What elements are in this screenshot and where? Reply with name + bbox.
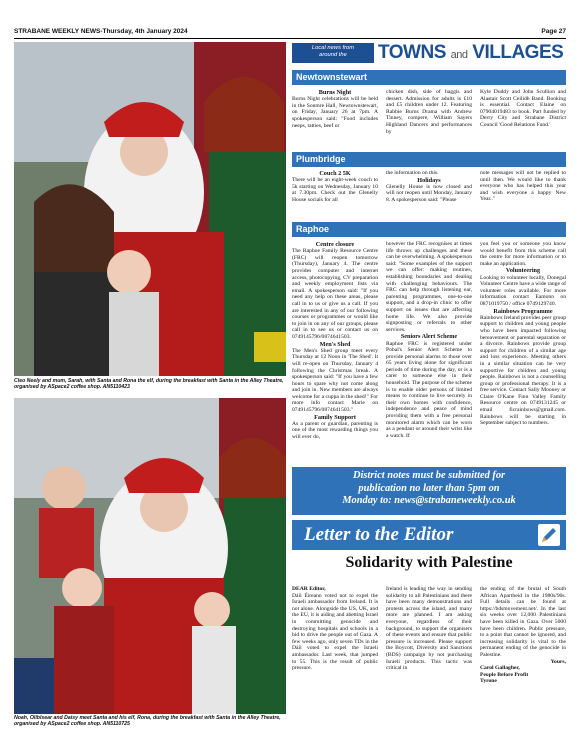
rainbows-heading: Rainbows Programme — [493, 307, 553, 315]
plumbridge-col3 — [480, 170, 566, 220]
seniors-alert-text: Raphoe FRC is registered under Pobal's Senior Alert Scheme to provide personal alarms to those over 65 years living alone for significant periods of time during the day, or is a carer to someone else in their household. The purpose of the scheme is to enable older persons of limited means to continue to live securely in their own homes with confidence, independence and peace of mind providing them with a free personal monitored alarm which can be worn as a pendant or around their wrist like a watch. If — [386, 340, 472, 439]
banner-tagline-2: around the — [319, 52, 347, 58]
banner-tagline — [292, 43, 374, 63]
mens-shed-text: The Men's Shed group meet every Thursday at 12 Noon in 'The Shed'. It will re-open on Thursday, January 4 following the Christmas break. A spokesperson said: "If you have a few hours to spare why not come along and join in. New members are always welcome for a cuppa in the shed!" For more info contact Marie on 0749145796/0874641503." — [292, 347, 378, 414]
banner-tagline-1: Local news from — [311, 45, 355, 51]
header-rule — [14, 38, 566, 39]
submission-notice — [292, 467, 566, 515]
plumbridge-text-3: note messages will not be replied to until then. We would like to thank everyone who has helped this year and wish everyone a happy New Year.." — [480, 170, 566, 203]
mens-shed-heading: Men's Shed — [319, 340, 351, 348]
centre-closure-heading: Centre closure — [315, 241, 355, 248]
couch-2-5k-heading: Couch 2 5K — [319, 170, 351, 177]
letter-salutation: DEAR Editor, — [292, 586, 326, 592]
family-support-text: As a parent or guardian, parenting is one of the most rewarding things you will ever do, — [292, 420, 378, 441]
letter-sign-org: People Before Profit — [480, 671, 529, 678]
holidays-heading: Holidays — [417, 176, 441, 184]
notice-line-3: Monday to: news@strabaneweekly.co.uk — [342, 495, 516, 506]
family-support-heading: Family Support — [314, 413, 356, 421]
notice-line-2: publication no later than 5pm on — [358, 482, 500, 494]
letter-sign-name: Carol Gallagher, — [480, 665, 520, 672]
letter-text-2: Ireland is leading the way in sending solidarity to all Palestinians and there have been many demonstrations and protests across the island, and many more are planned. I am asking everyone, regardless of their background, to support the organisers of these events and ensure that public pressure is increased. Please support the Boycott, Diversity and Sanctions (BDS) campaign by not purchasing Israeli products. This tactic was critical in — [386, 586, 472, 672]
pen-icon — [538, 524, 560, 546]
banner-title-villages: VILLAGES — [472, 42, 564, 63]
photo-caption-top: Cleo Neely and mum, Sarah, with Santa and Rona the elf, during the breakfast with Santa in the Alley Theatre, organised by ASpace2 coffee shop. AN5110423 — [14, 378, 284, 391]
family-support-text-cont: however the FRC recognises at times life throws up challenges and these can be overwhelming. A spokesperson said: "Some examples of the support we can offer: making routines, establishing boundaries and dealing with challenging behaviours. The FRC can help through listening ear, parenting programmes, one-to-one support, and a drop-in clinic to offer support on issues that are affecting home life. We also provide signposting or referrals to other services. — [386, 241, 472, 333]
section-header-newtownstewart: Newtownstewart — [292, 70, 566, 85]
newtownstewart-text-3: Kyle Duddy and John Scullion and Alastair Scott Ceilidh Band. Booking is essential. Contact Elaine on 07904019483 to book. Part funded by Derry City and Strabane District Council 'Good Relations Fund.' — [480, 89, 566, 128]
letter-headline: Solidarity with Palestine — [345, 554, 513, 571]
raphoe-col2 — [386, 241, 472, 465]
page-number: Page 27 — [541, 28, 566, 35]
newtownstewart-col1 — [292, 89, 378, 149]
newtownstewart-col2 — [386, 89, 472, 149]
letter-sign-place: Tyrone — [480, 678, 497, 685]
letter-col2 — [386, 586, 472, 732]
notice-line-1: District notes must be submitted for — [352, 470, 506, 481]
seniors-alert-text-cont: you feel you or someone you know would benefit from this scheme call the centre for more information or to make an application. — [480, 241, 566, 267]
banner-title-towns: TOWNS — [378, 42, 446, 63]
letter-col3 — [480, 586, 566, 732]
rainbows-text: Rainbows Ireland provides peer group support to children and young people who have been impacted following bereavement or parental separation or a divorce. Rainbows provide group support for children of a similar age and loss experience. Meeting others in a similar situation can be very supportive for children and young people. Rainbows is not a counselling group or professional therapy. It is a free service. Contact Sally Mooney or Claire O'Kane Finn Valley Family Resource centre on 0749131245 or email ficrainbows@gmail.com. Rainbows will be starting in September subject to numbers. — [480, 314, 566, 427]
santa-photo-bottom — [14, 398, 286, 714]
newtownstewart-text-2: chicken dish, side of haggis and dessert. Admission for adults is £10 and £5 children under 12. Featuring Rabbie Burns Drama with Andrew Tinney, compere, William Sayers Highland Dancers and performances by — [386, 89, 472, 135]
towns-villages-banner — [292, 42, 566, 64]
santa-photo-bottom-image — [14, 398, 286, 714]
raphoe-col3 — [480, 241, 566, 465]
plumbridge-text-2b: Glenelly House is now closed and will not reopen until Monday, January 8. A spokesperson said: "Please — [386, 183, 472, 203]
banner-title-and: and — [450, 49, 468, 61]
photo-caption-bottom: Noah, Oliblsear and Daisy meet Santa and his elf, Rona, during the breakfast with Santa in the Alley Theatre, organised by ASpace2 coffee shop. AN5110725 — [14, 715, 281, 728]
plumbridge-col2 — [386, 170, 472, 220]
publication-line: STRABANE WEEKLY NEWS-Thursday, 4th January 2024 — [14, 28, 188, 35]
letter-col1 — [292, 586, 378, 732]
banner-title — [378, 42, 563, 64]
plumbridge-text-1: There will be an eight-week couch to 5k starting on Wednesday, January 10 at 7.30pm. Check out the Glenelly House socials for all — [292, 177, 378, 203]
raphoe-col1 — [292, 241, 378, 465]
newtownstewart-text-1: Burns Night celebrations will be held in the Sonmre Hall, Newtownstewart, on Friday, January 26 at 7pm. A spokesperson said: "Food includes neeps, tatties, beef or — [292, 96, 378, 129]
section-header-plumbridge: Plumbridge — [292, 152, 566, 167]
letter-bar-title: Letter to the Editor — [304, 524, 454, 545]
seniors-alert-heading: Seniors Alert Scheme — [400, 333, 458, 341]
burns-night-heading: Burns Night — [318, 89, 352, 96]
centre-closure-text: The Raphoe Family Resource Centre (FRC) will reopen tomorrow (Thursday), January 4. The centre provides computer and internet access, photocopying, CV preparation and weekly employment lists via email. A spokesperson said: "If you need any help on these areas, please call in to us or give us a call. If you are interested in any of our following courses or programmes or would like to join in on any of our groups, please call in to see us or contact us on 0749145796/0874641503. — [292, 248, 378, 340]
santa-photo-top-image — [14, 42, 286, 376]
santa-photo-top — [14, 42, 286, 376]
letter-text-1: Dáil Éireann voted not to expel the Israeli ambassador from Ireland. It is not alone. Alongside the US, UK, and the EU, it is aiding and abetting Israel in committing genocide and destroying hospitals and schools in a bid to drive the people out of Gaza. A few weeks ago, only seven TDs in the Dáil voted to expel the Israeli ambassador. Last week, that jumped to 55. This is the result of public pressure. — [292, 592, 378, 672]
volunteering-heading: Volunteering — [505, 267, 541, 275]
plumbridge-text-2a: the information on this. — [386, 170, 439, 176]
letter-text-3: the ending of the brutal of South African Apartheid in the 1980s/90s. Full details can be found at https://bdsmovement.net/. In the last six weeks over 12,000 Palestinians have been killed in Gaza. Over 5000 have been children. Public pressure, to a point that cannot be ignored, and increasing solidarity is vital to the permanent ending of the genocide in Palestine. — [480, 586, 566, 658]
letter-sign-yours: Yours, — [550, 658, 566, 665]
letter-to-editor-bar — [292, 520, 566, 550]
section-header-raphoe: Raphoe — [292, 222, 566, 237]
volunteering-text: Looking to volunteer locally, Donegal Volunteer Centre have a wide range of volunteer roles available. For more information contact Eamonn on 0871019750 / office 0749129740. — [480, 274, 566, 307]
newtownstewart-col3 — [480, 89, 566, 149]
plumbridge-col1 — [292, 170, 378, 220]
